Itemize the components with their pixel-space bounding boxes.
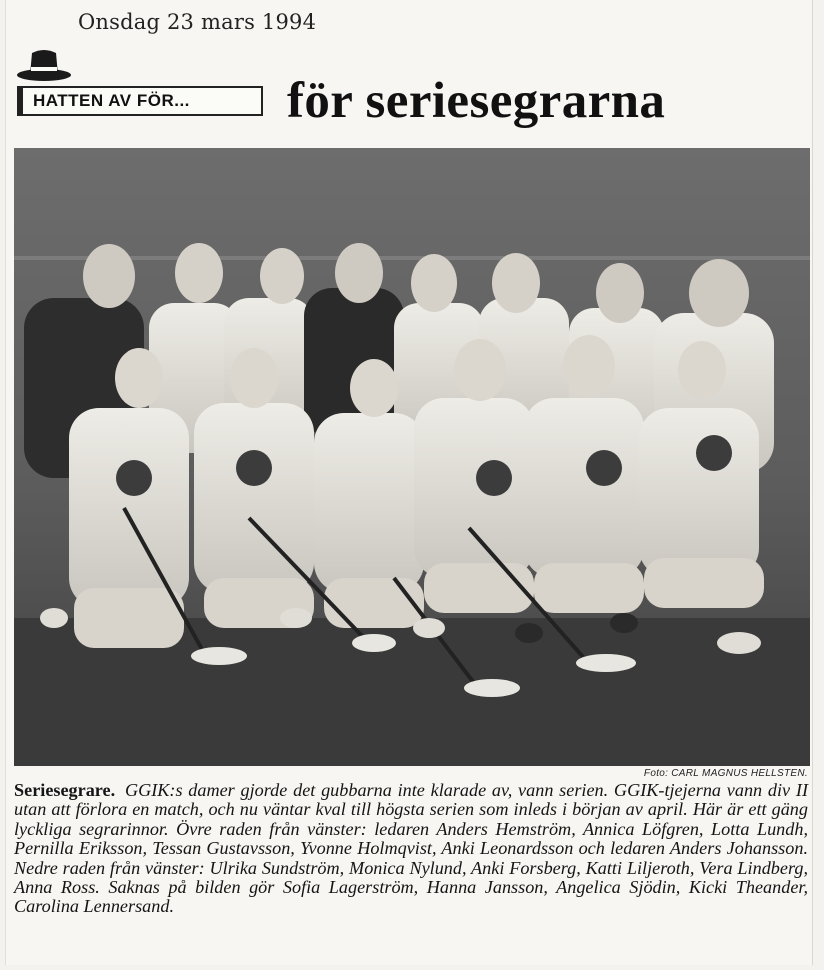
column-kicker [17, 86, 263, 116]
top-hat-icon [14, 47, 72, 85]
caption-lead: Seriesegrare. [14, 780, 116, 800]
team-photo-illustration [14, 148, 810, 766]
caption-body: GGIK:s damer gjorde det gubbarna inte klarade av, vann serien. GGIK-tjejerna vann div II utan att förlora en match, och nu väntar kval till högsta serien som inleds i början av april. Här är ett gäng lyckliga segrarinnor. Övre raden från vänster: ledaren Anders Hemström, Annica Löfgren, Lotta Lundh, Pernilla Eriksson, Tessan Gustavsson, Yvonne Holmqvist, Anki Leonardsson och ledaren Anders Johansson. Nedre raden från vänster: Ulrika Sundström, Monica Nylund, Anki Forsberg, Katti Liljeroth, Vera Lindberg, Anna Ross. Saknas på bilden gör Sofia Lagerström, Hanna Jansson, Angelica Sjödin, Kicki Theander, Carolina Lennersand. [14, 780, 808, 917]
headline: för seriesegrarna [287, 73, 666, 129]
team-photo [14, 148, 810, 766]
photo-credit: Foto: CARL MAGNUS HELLSTEN. [643, 768, 808, 779]
publication-date: Onsdag 23 mars 1994 [78, 10, 317, 34]
kicker-label: HATTEN AV FÖR... [33, 91, 190, 110]
photo-caption [14, 781, 808, 917]
